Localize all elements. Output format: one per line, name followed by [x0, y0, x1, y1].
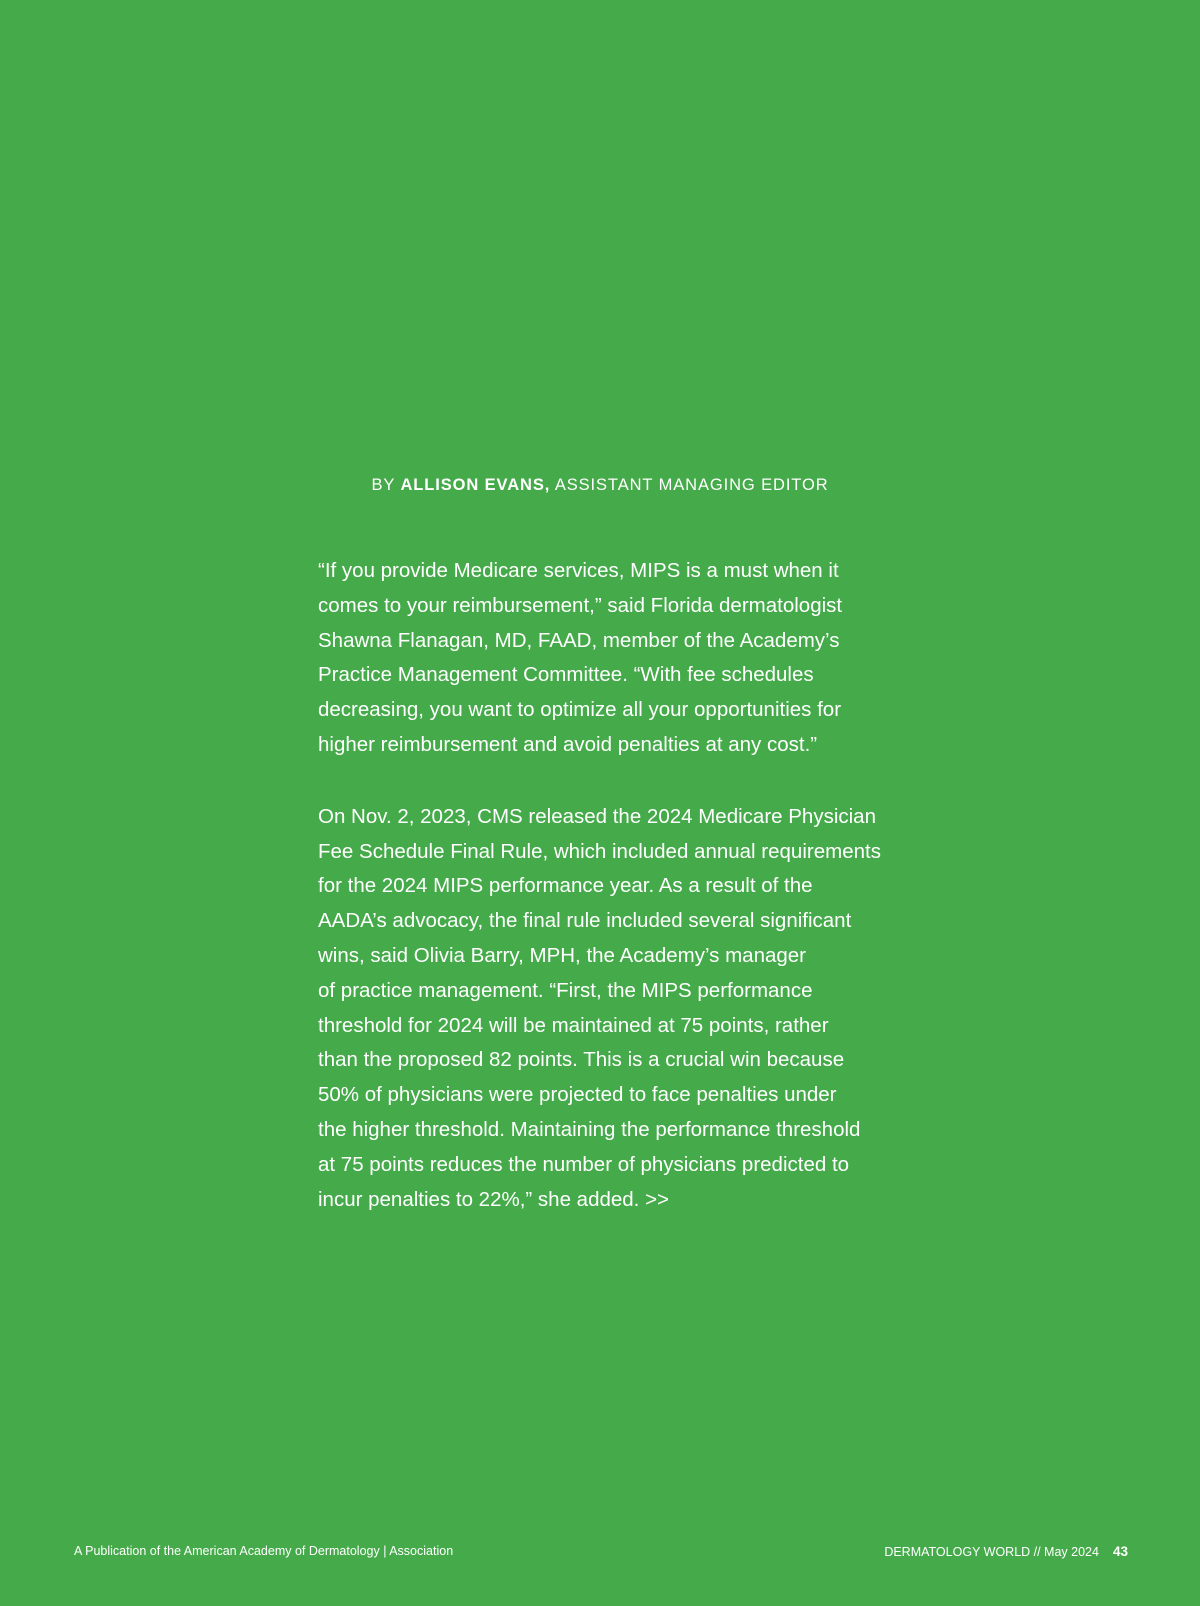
- footer-issue: DERMATOLOGY WORLD // May 2024: [884, 1545, 1099, 1559]
- byline: [0, 476, 1200, 495]
- byline-author: ALLISON EVANS,: [400, 476, 551, 494]
- footer-publication: A Publication of the American Academy of Dermatology | Association: [74, 1544, 454, 1558]
- article-paragraph-2: On Nov. 2, 2023, CMS released the 2024 Medicare Physician Fee Schedule Final Rule, which included annual requirements for the 2024 MIPS performance year. As a result of the AADA’s advocacy, the final rule included several significant wins, said Olivia Barry, MPH, the Academy’s manager of practice management. “First, the MIPS performance threshold for 2024 will be maintained at 75 points, rather than the proposed 82 points. This is a crucial win because 50% of physicians were projected to face penalties under the higher threshold. Maintaining the performance threshold at 75 points reduces the number of physicians predicted to incur penalties to 22%,” she added. >>: [318, 804, 881, 1211]
- article-paragraph-1: “If you provide Medicare services, MIPS is a must when it comes to your reimbursement,” said Florida dermatologist Shawna Flanagan, MD, FAAD, member of the Academy’s Practice Management Committee. “With fee schedules decreasing, you want to optimize all your opportunities for higher reimbursement and avoid penalties at any cost.”: [318, 559, 843, 756]
- byline-prefix: BY: [371, 476, 395, 494]
- footer-folio: [884, 1544, 1128, 1559]
- byline-role: ASSISTANT MANAGING EDITOR: [554, 476, 829, 494]
- page-number: 43: [1112, 1544, 1128, 1559]
- article-body: [318, 554, 888, 1217]
